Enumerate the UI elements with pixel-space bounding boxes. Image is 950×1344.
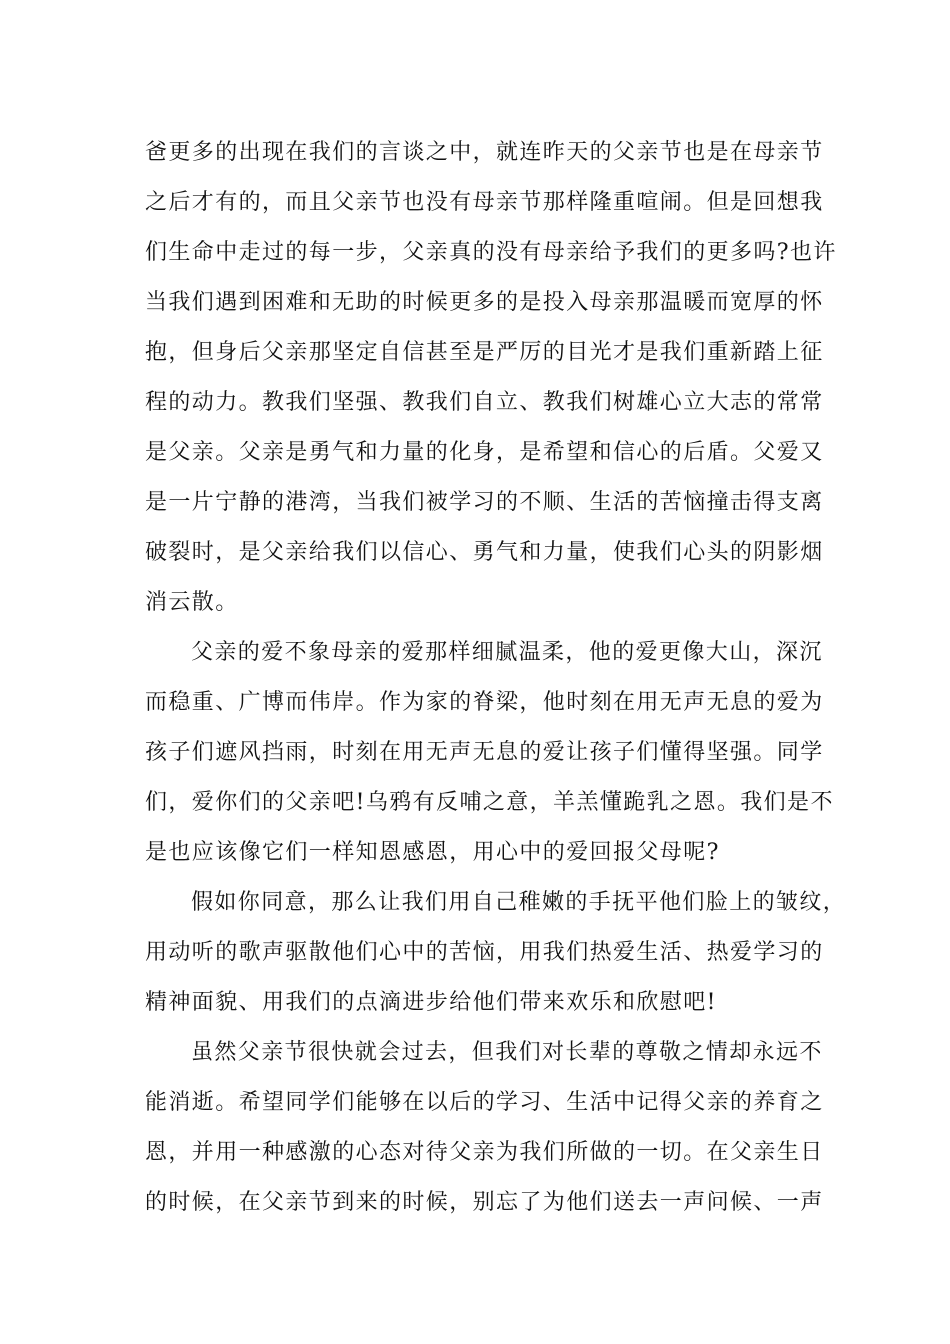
text-line: 当我们遇到困难和无助的时候更多的是投入母亲那温暖而宽厚的怀 <box>145 290 824 315</box>
text-line: 是一片宁静的港湾，当我们被学习的不顺、生活的苦恼撞击得支离 <box>145 490 824 515</box>
text-line: 破裂时，是父亲给我们以信心、勇气和力量，使我们心头的阴影烟 <box>145 540 824 565</box>
text-line: 消云散。 <box>145 590 239 615</box>
text-line: 精神面貌、用我们的点滴进步给他们带来欢乐和欣慰吧! <box>145 990 717 1015</box>
paragraph-start-line: 假如你同意，那么让我们用自己稚嫩的手抚平他们脸上的皱纹， <box>191 890 847 915</box>
text-line: 是父亲。父亲是勇气和力量的化身，是希望和信心的后盾。父爱又 <box>145 440 824 465</box>
text-line: 程的动力。教我们坚强、教我们自立、教我们树雄心立大志的常常 <box>145 390 824 415</box>
text-line: 孩子们遮风挡雨，时刻在用无声无息的爱让孩子们懂得坚强。同学 <box>145 740 824 765</box>
text-line: 之后才有的，而且父亲节也没有母亲节那样隆重喧闹。但是回想我 <box>145 190 824 215</box>
text-line: 们，爱你们的父亲吧!乌鸦有反哺之意，羊羔懂跪乳之恩。我们是不 <box>145 790 834 815</box>
paragraph-start-line: 虽然父亲节很快就会过去，但我们对长辈的尊敬之情却永远不 <box>191 1040 823 1065</box>
text-line: 而稳重、广博而伟岸。作为家的脊梁，他时刻在用无声无息的爱为 <box>145 690 824 715</box>
document-body <box>145 128 847 1228</box>
text-line: 是也应该像它们一样知恩感恩，用心中的爱回报父母呢? <box>145 840 720 865</box>
text-line: 恩，并用一种感激的心态对待父亲为我们所做的一切。在父亲生日 <box>145 1140 824 1165</box>
text-line: 能消逝。希望同学们能够在以后的学习、生活中记得父亲的养育之 <box>145 1090 824 1115</box>
text-line: 爸更多的出现在我们的言谈之中，就连昨天的父亲节也是在母亲节 <box>145 140 824 165</box>
text-line: 抱，但身后父亲那坚定自信甚至是严厉的目光才是我们重新踏上征 <box>145 340 824 365</box>
text-line: 用动听的歌声驱散他们心中的苦恼，用我们热爱生活、热爱学习的 <box>145 940 824 965</box>
text-line: 的时候，在父亲节到来的时候，别忘了为他们送去一声问候、一声 <box>145 1190 824 1215</box>
paragraph-start-line: 父亲的爱不象母亲的爱那样细腻温柔，他的爱更像大山，深沉 <box>191 640 823 665</box>
text-line: 们生命中走过的每一步，父亲真的没有母亲给予我们的更多吗?也许 <box>145 240 837 265</box>
